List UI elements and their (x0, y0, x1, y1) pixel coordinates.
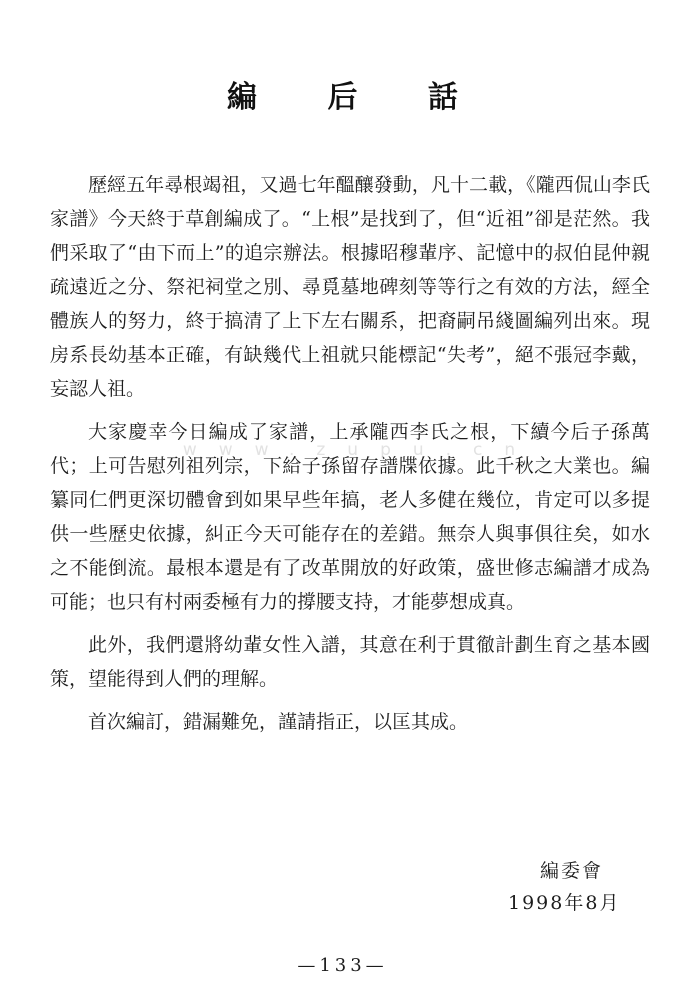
watermark: www.zupu.cn (182, 440, 538, 460)
page-title: 編 后 話 (227, 80, 488, 115)
paragraph-4: 首次編訂，錯漏難免，謹請指正，以匡其成。 (88, 711, 469, 733)
page-number: —133— (297, 955, 388, 976)
signature: 編委會 (540, 860, 604, 882)
paragraph-2: 大家慶幸今日編成了家譜，上承隴西李氏之根，下續今后子孫萬代；上可告慰列祖列宗，下給子孫留存譜牒依據。此千秋之大業也。編纂同仁們更深切體會到如果早些年搞，老人多健在幾位，肯定可以多提供一些歷史依據，糾正今天可能存在的差錯。無奈人與事俱往矣，如水之不能倒流。最根本還是有了改革開放的好政策，盛世修志編譜才成為可能；也只有村兩委極有力的撐腰支持，才能夢想成真。 (50, 421, 650, 613)
body-text (50, 168, 650, 748)
paragraph-1: 歷經五年尋根竭祖，又過七年醞釀發動，凡十二載，《隴西侃山李氏家譜》今天終于草創編成了。“上根”是找到了，但“近祖”卻是茫然。我們采取了“由下而上”的追宗辦法。根據昭穆輩序、記憶中的叔伯昆仲親疏遠近之分、祭祀祠堂之別、尋覓墓地碑刻等等行之有效的方法，經全體族人的努力，終于搞清了上下左右關系，把裔嗣吊綫圖編列出來。現房系長幼基本正確，有缺幾代上祖就只能標記“失考”，絕不張冠李戴，妄認人祖。 (50, 174, 650, 400)
paragraph-3: 此外，我們還將幼輩女性入譜，其意在利于貫徹計劃生育之基本國策，望能得到人們的理解。 (50, 634, 650, 690)
date: 1998年8月 (508, 892, 621, 914)
